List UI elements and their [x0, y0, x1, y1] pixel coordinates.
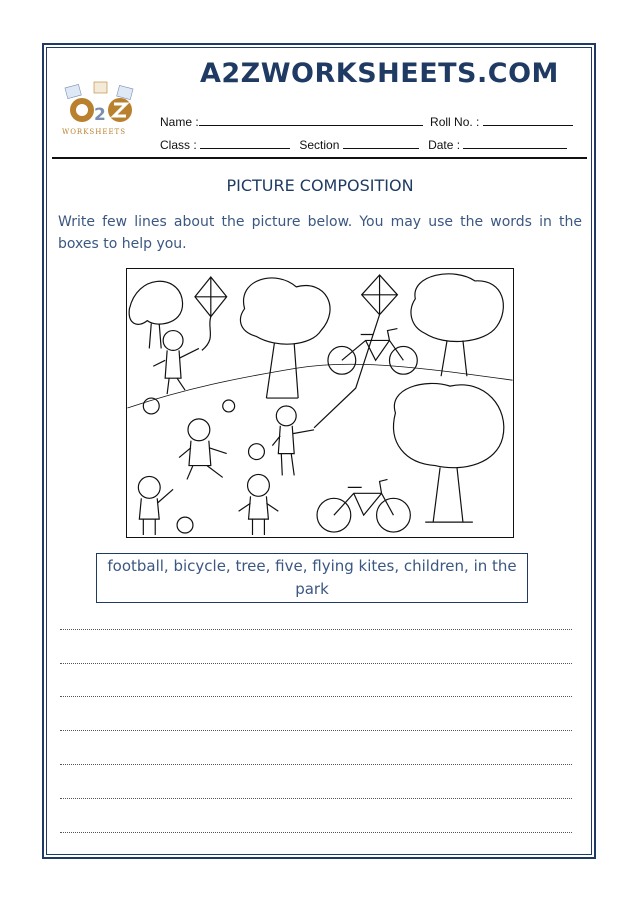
tree-icon	[240, 278, 330, 398]
header-divider	[52, 157, 587, 159]
logo-wordmark: WORKSHEETS	[62, 128, 127, 136]
child-icon	[179, 419, 227, 480]
class-label: Class :	[160, 138, 197, 152]
kite-icon	[195, 277, 227, 350]
park-picture	[126, 268, 514, 538]
writing-line[interactable]	[60, 696, 572, 697]
writing-line[interactable]	[60, 798, 572, 799]
writing-line[interactable]	[60, 730, 572, 731]
worksheet-title: PICTURE COMPOSITION	[226, 176, 414, 195]
kite-icon	[314, 275, 397, 428]
tree-icon	[394, 383, 504, 522]
writing-line[interactable]	[60, 663, 572, 664]
section-label: Section	[299, 138, 340, 152]
name-roll-row	[160, 114, 573, 129]
roll-label: Roll No. :	[430, 115, 480, 129]
writing-line[interactable]	[60, 629, 572, 630]
word-bank-box: football, bicycle, tree, five, flying kites, children, in the park	[96, 553, 528, 603]
bicycle-icon	[317, 479, 410, 532]
name-label: Name :	[160, 115, 199, 129]
tree-icon	[411, 274, 503, 376]
child-icon	[272, 406, 314, 475]
site-title: A2ZWORKSHEETS.COM	[200, 58, 559, 89]
child-icon	[138, 476, 173, 535]
roll-field[interactable]	[483, 114, 573, 126]
section-field[interactable]	[343, 137, 419, 149]
date-field[interactable]	[463, 137, 567, 149]
svg-text:2: 2	[94, 105, 106, 125]
instruction-text: Write few lines about the picture below. You may use the words in the boxes to help you.	[58, 214, 582, 252]
class-field[interactable]	[200, 137, 290, 149]
class-section-date-row	[160, 137, 567, 152]
writing-line[interactable]	[60, 832, 572, 833]
tree-icon	[129, 281, 182, 348]
name-field[interactable]	[199, 114, 423, 126]
date-label: Date :	[428, 138, 461, 152]
child-icon	[239, 474, 279, 535]
writing-line[interactable]	[60, 764, 572, 765]
